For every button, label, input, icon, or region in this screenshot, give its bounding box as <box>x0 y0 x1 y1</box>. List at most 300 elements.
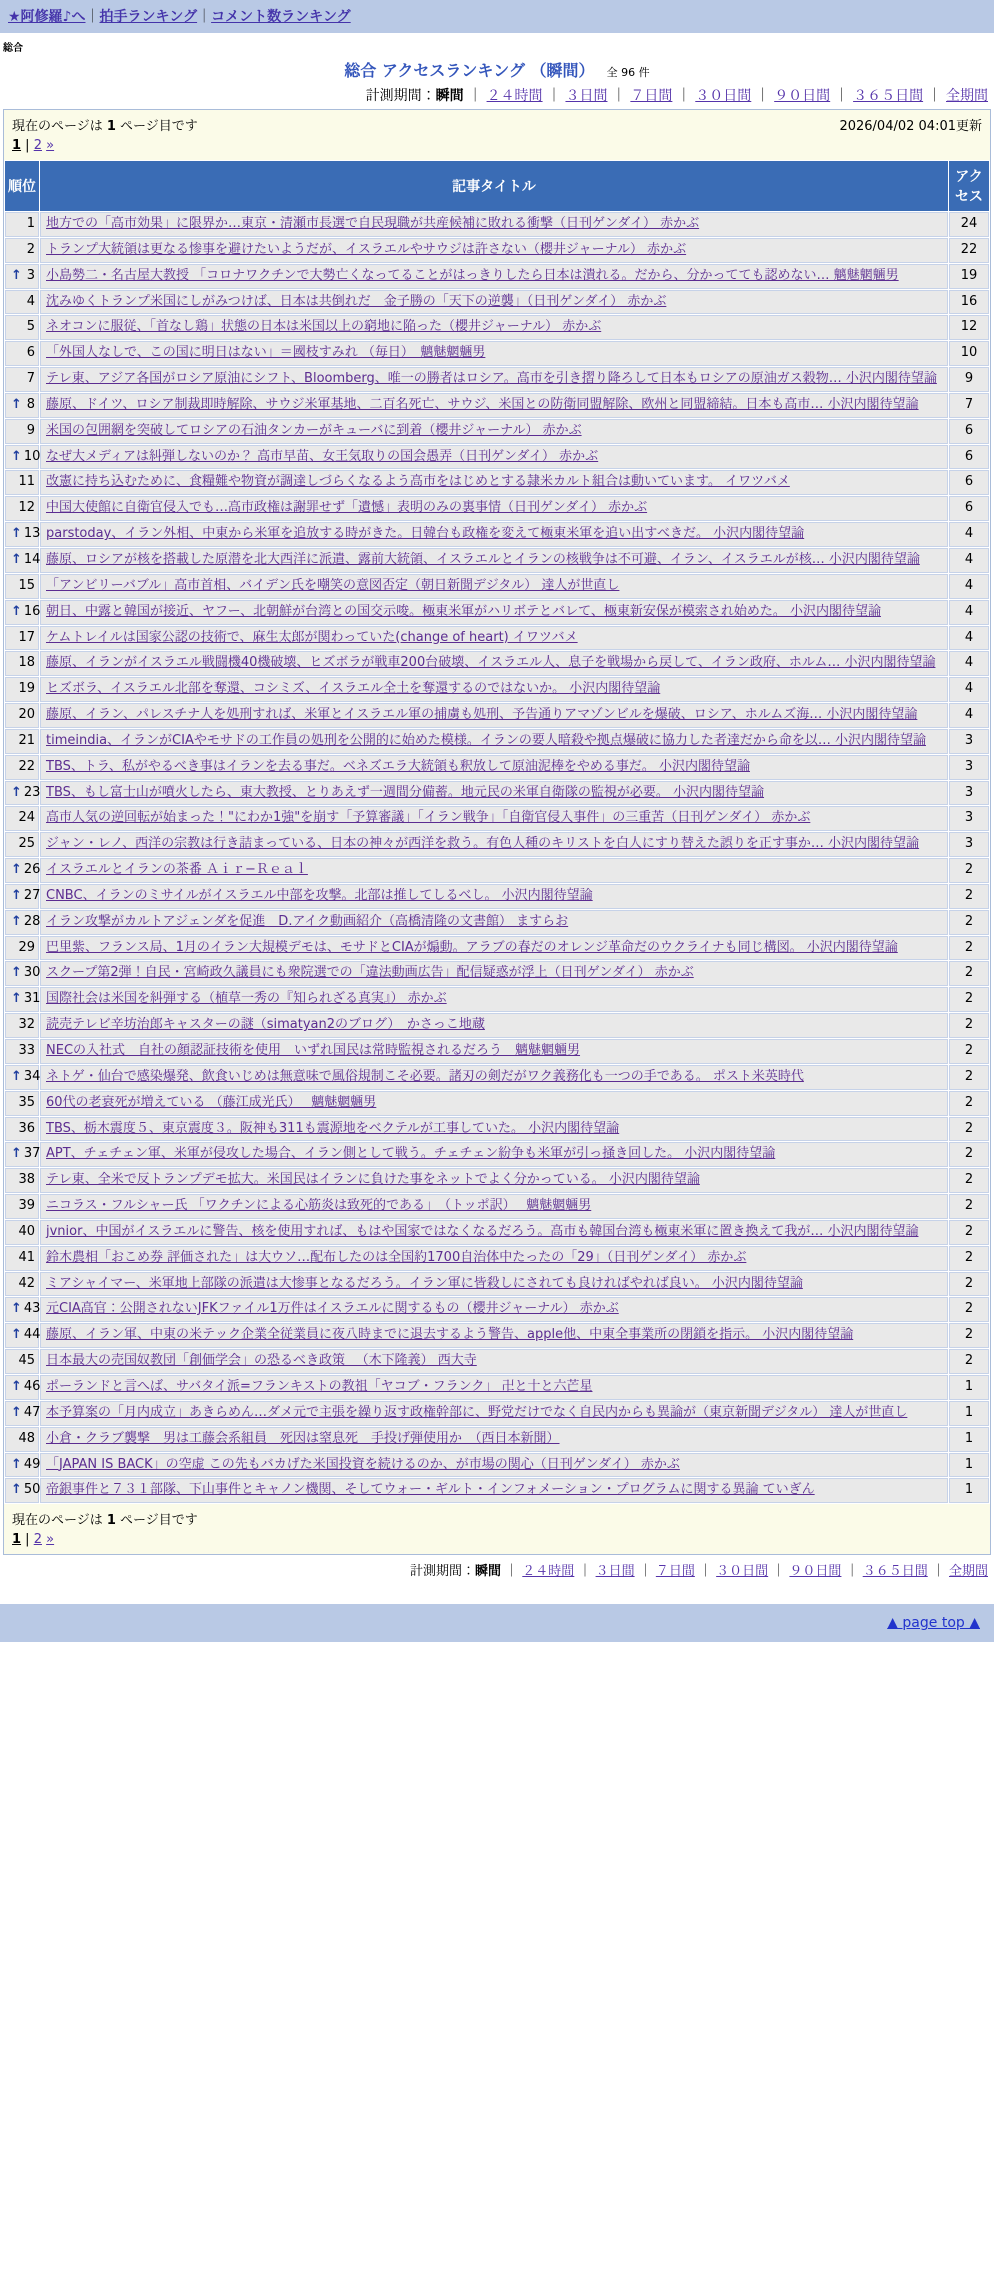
rank-number: 38 <box>18 1172 35 1188</box>
article-link[interactable]: 藤原、イラン、パレスチナ人を処刑すれば、米軍とイスラエル軍の捕虜も処刑、予告通りアマゾンビルを爆破、ロシア、ホルムズ海… 小沢内閣待望論 <box>46 707 918 723</box>
access-count-cell: 2 <box>949 1168 989 1193</box>
rank-number: 37 <box>23 1146 41 1162</box>
table-row <box>5 1349 989 1374</box>
rank-cell <box>5 651 39 676</box>
access-count-cell: 12 <box>949 315 989 340</box>
rank-cell <box>5 1142 39 1167</box>
article-title-cell <box>40 987 948 1012</box>
rank-number: 46 <box>23 1378 41 1394</box>
article-link[interactable]: ジャン・レノ、西洋の宗教は行き詰まっている、日本の神々が西洋を救う。有色人種のキリストを白人にすり替えた誤りを正す事か… 小沢内閣待望論 <box>46 836 920 852</box>
rank-cell <box>5 677 39 702</box>
article-title-cell <box>40 393 948 418</box>
access-count-cell: 1 <box>949 1401 989 1426</box>
article-title-cell <box>40 1117 948 1142</box>
period-selector-bottom: 計測期間：瞬間 ｜ ２４時間 ｜ ３日間 ｜ ７日間 ｜ ３０日間 ｜ ９０日間 ｜ ３６５日間 ｜ 全期間 <box>410 1564 988 1580</box>
nav-link[interactable]: コメント数ランキング <box>211 9 351 25</box>
rank-number: 5 <box>26 319 35 335</box>
article-title-cell <box>40 651 948 676</box>
period-link[interactable]: ２４時間 <box>486 88 543 104</box>
article-title-cell <box>40 1323 948 1348</box>
article-link[interactable]: 沈みゆくトランプ米国にしがみつけば、日本は共倒れだ 金子勝の「天下の逆襲」（日刊ゲンダイ） 赤かぶ <box>46 293 667 309</box>
period-link[interactable]: ３６５日間 <box>862 1564 928 1580</box>
article-title-cell <box>40 806 948 831</box>
article-link[interactable]: ヒズボラ、イスラエル北部を奪還、コシミズ、イスラエル全土を奪還するのではないか。 小沢内閣待望論 <box>46 681 661 697</box>
table-row <box>5 961 989 986</box>
article-link[interactable]: 国際社会は米国を糾弾する（植草一秀の『知られざる真実』） 赤かぶ <box>46 991 447 1007</box>
article-title-cell <box>40 626 948 651</box>
period-link[interactable]: ９０日間 <box>789 1564 842 1580</box>
article-link[interactable]: TBS、もし富士山が噴火したら、東大教授、とりあえず一週間分備蓄。地元民の米軍自衛隊の監視が必要。 小沢内閣待望論 <box>46 784 765 800</box>
access-count-cell: 2 <box>949 1272 989 1297</box>
rank-number: 17 <box>18 629 35 645</box>
rank-number: 44 <box>23 1327 41 1343</box>
rank-number: 41 <box>18 1249 35 1265</box>
access-count-cell: 2 <box>949 961 989 986</box>
table-row <box>5 781 989 806</box>
access-count-cell: 4 <box>949 703 989 728</box>
rank-cell <box>5 1323 39 1348</box>
rank-number: 11 <box>18 474 35 490</box>
rank-number: 3 <box>26 267 35 283</box>
article-title-cell <box>40 212 948 237</box>
article-link[interactable]: 藤原、ドイツ、ロシア制裁即時解除、サウジ米軍基地、二百名死亡、サウジ、米国との防衛同盟解除、欧州と同盟締結。日本も高市… 小沢内閣待望論 <box>46 396 919 412</box>
rank-cell <box>5 212 39 237</box>
access-count-cell: 4 <box>949 548 989 573</box>
rank-number: 39 <box>18 1198 35 1214</box>
table-row <box>5 677 989 702</box>
rank-cell <box>5 574 39 599</box>
period-link[interactable]: ３０日間 <box>695 88 752 104</box>
article-title-cell <box>40 1194 948 1219</box>
article-title-cell <box>40 1349 948 1374</box>
table-row <box>5 1168 989 1193</box>
access-count-cell: 2 <box>949 910 989 935</box>
table-row <box>5 729 989 754</box>
article-link[interactable]: 鈴木農相「おこめ券 評価された」は大ウソ…配布したのは全国約1700自治体中たったの「29」（日刊ゲンダイ） 赤かぶ <box>46 1249 747 1265</box>
rank-number: 6 <box>26 345 35 361</box>
table-row <box>5 1013 989 1038</box>
rank-up-icon: ↑ <box>11 1404 22 1420</box>
article-title-cell <box>40 832 948 857</box>
rank-number: 19 <box>18 681 35 697</box>
rank-cell <box>5 858 39 883</box>
rank-cell <box>5 600 39 625</box>
ranking-box <box>3 109 991 1555</box>
access-count-cell: 3 <box>949 806 989 831</box>
article-link[interactable]: ネトゲ・仙台で感染爆発、飲食いじめは無意味で風俗規制こそ必要。諸刃の剣だがワク義務化も一つの手である。 ポスト米英時代 <box>46 1068 804 1084</box>
rank-number: 9 <box>26 422 35 438</box>
rank-cell <box>5 806 39 831</box>
rank-cell <box>5 1427 39 1452</box>
article-title-cell <box>40 1091 948 1116</box>
rank-number: 10 <box>23 448 41 464</box>
rank-up-icon: ↑ <box>11 396 22 412</box>
article-link[interactable]: parstoday、イラン外相、中東から米軍を追放する時がきた。日韓台も政権を変えて極東米軍を追い出すべきだ。 小沢内閣待望論 <box>46 526 805 542</box>
period-link[interactable]: 全期間 <box>946 88 988 104</box>
rank-cell <box>5 1091 39 1116</box>
table-row <box>5 1401 989 1426</box>
table-header-row <box>5 161 989 211</box>
table-row <box>5 393 989 418</box>
updated-timestamp: 2026/04/02 04:01更新 <box>839 119 982 134</box>
article-title-cell <box>40 1013 948 1038</box>
rank-number: 20 <box>18 707 35 723</box>
article-link[interactable]: 藤原、イラン軍、中東の米テック企業全従業員に夜八時までに退去するよう警告、apple他、中東全事業所の閉鎖を指示。 小沢内閣待望論 <box>46 1327 854 1343</box>
rank-number: 32 <box>18 1017 35 1033</box>
table-row <box>5 651 989 676</box>
access-count-cell: 2 <box>949 987 989 1012</box>
access-count-cell: 2 <box>949 1039 989 1064</box>
access-count-cell: 4 <box>949 574 989 599</box>
table-row <box>5 341 989 366</box>
article-link[interactable]: ミアシャイマー、米軍地上部隊の派遣は大惨事となるだろう。イラン軍に皆殺しにされても良ければやれば良い。 小沢内閣待望論 <box>46 1275 803 1291</box>
article-link[interactable]: 本予算案の「月内成立」あきらめん…ダメ元で主張を繰り返す政権幹部に、野党だけでなく自民内からも異論が（東京新聞デジタル） 達人が世直し <box>46 1404 908 1420</box>
rank-cell <box>5 315 39 340</box>
access-count-cell: 4 <box>949 626 989 651</box>
period-current: 瞬間 <box>475 1564 502 1580</box>
rank-up-icon: ↑ <box>11 603 22 619</box>
rank-up-icon: ↑ <box>11 991 22 1007</box>
rank-cell <box>5 548 39 573</box>
pagination-next-link[interactable]: » <box>46 138 55 153</box>
rank-up-icon: ↑ <box>11 448 22 464</box>
article-link[interactable]: トランプ大統領は更なる惨事を避けたいようだが、イスラエルやサウジは許さない（櫻井ジャーナル） 赤かぶ <box>46 241 687 257</box>
article-link[interactable]: 日本最大の売国奴教団「創価学会」の恐るべき政策 （木下隆義） 西大寺 <box>46 1353 477 1369</box>
article-title-cell <box>40 341 948 366</box>
rank-up-icon: ↑ <box>11 1301 22 1317</box>
article-title-cell <box>40 574 948 599</box>
article-title-cell <box>40 1272 948 1297</box>
rank-cell <box>5 1117 39 1142</box>
rank-cell <box>5 470 39 495</box>
article-title-cell <box>40 367 948 392</box>
access-count-cell: 2 <box>949 884 989 909</box>
article-link[interactable]: NECの入社式 自社の顔認証技術を使用 いずれ国民は常時監視されるだろう 魑魅魍魎男 <box>46 1043 581 1058</box>
access-count-cell: 2 <box>949 1220 989 1245</box>
table-row <box>5 910 989 935</box>
pagination-top: 1 | 2 » <box>12 138 55 153</box>
rank-cell <box>5 290 39 315</box>
article-link[interactable]: テレ東、全米で反トランプデモ拡大。米国民はイランに負けた事をネットでよく分かっている。 小沢内閣待望論 <box>46 1172 700 1188</box>
article-link[interactable]: TBS、トラ、私がやるべき事はイランを去る事だ。ベネズエラ大統領も釈放して原油泥棒をやめる事だ。 小沢内閣待望論 <box>46 758 750 774</box>
rank-number: 45 <box>18 1353 35 1369</box>
article-link[interactable]: イスラエルとイランの茶番 Ａｉｒ−Ｒｅａｌ <box>46 862 308 878</box>
article-link[interactable]: 高市人気の逆回転が始まった！"にわか1強"を崩す「予算審議」「イラン戦争」「自衛官侵入事件」の三重苦（日刊ゲンダイ） 赤かぶ <box>46 810 811 826</box>
rank-number: 30 <box>23 965 41 981</box>
access-count-cell: 19 <box>949 264 989 289</box>
article-link[interactable]: 巴里紫、フランス局、1月のイラン大規模デモは、モサドとCIAが煽動。アラブの春だのオレンジ革命だのウクライナも同じ構図。 小沢内閣待望論 <box>46 939 898 955</box>
access-count-cell: 4 <box>949 651 989 676</box>
access-count-cell: 7 <box>949 393 989 418</box>
title-line <box>0 56 994 82</box>
article-link[interactable]: 読売テレビ辛坊治郎キャスターの謎（simatyan2のブログ） かさっこ地蔵 <box>46 1017 485 1033</box>
period-link[interactable]: ３日間 <box>565 88 608 104</box>
rank-number: 16 <box>23 603 41 619</box>
page-top-link[interactable]: ▲ page top ▲ <box>887 1615 980 1632</box>
article-title-cell <box>40 961 948 986</box>
rank-cell <box>5 729 39 754</box>
rank-cell <box>5 936 39 961</box>
table-row <box>5 212 989 237</box>
article-title-cell <box>40 1246 948 1271</box>
rank-cell <box>5 238 39 263</box>
rank-cell <box>5 1401 39 1426</box>
article-title-cell <box>40 755 948 780</box>
rank-up-icon: ↑ <box>11 887 22 903</box>
rank-cell <box>5 445 39 470</box>
article-title-cell <box>40 1427 948 1452</box>
article-link[interactable]: 元CIA高官：公開されないJFKファイル1万件はイスラエルに関するもの（櫻井ジャーナル） 赤かぶ <box>46 1301 619 1317</box>
article-link[interactable]: 「JAPAN IS BACK」の空虚 この先もバカげた米国投資を続けるのか、が市場の関心（日刊ゲンダイ） 赤かぶ <box>46 1456 680 1472</box>
access-count-cell: 1 <box>949 1453 989 1478</box>
rank-cell <box>5 341 39 366</box>
article-title-cell <box>40 884 948 909</box>
access-count-cell: 2 <box>949 1142 989 1167</box>
article-title-cell <box>40 600 948 625</box>
table-row <box>5 600 989 625</box>
period-link[interactable]: ７日間 <box>655 1564 695 1580</box>
article-link[interactable]: 小倉・クラブ襲撃 男は工藤会系組員 死因は窒息死 手投げ弾使用か （西日本新聞） <box>46 1430 560 1446</box>
article-title-cell <box>40 445 948 470</box>
nav-link[interactable]: ★阿修羅♪へ <box>8 9 86 25</box>
rank-number: 18 <box>18 655 35 671</box>
article-link[interactable]: ニコラス・フルシャー氏 「ワクチンによる心筋炎は致死的である」 （トッポ訳） 魑魅魍魎男 <box>46 1198 592 1214</box>
period-link[interactable]: ２４時間 <box>522 1564 575 1580</box>
rank-cell <box>5 1039 39 1064</box>
rank-cell <box>5 1453 39 1478</box>
article-link[interactable]: ポーランドと言へば、サバタイ派=フランキストの教祖「ヤコブ・フランク」 卍と十と六芒星 <box>46 1378 593 1394</box>
nav-separator: ｜ <box>197 9 212 25</box>
rank-number: 14 <box>23 551 41 567</box>
article-title-cell <box>40 496 948 521</box>
article-title-cell <box>40 419 948 444</box>
access-count-cell: 2 <box>949 1246 989 1271</box>
rank-number: 35 <box>18 1094 35 1110</box>
rank-cell <box>5 1220 39 1245</box>
article-title-cell <box>40 1168 948 1193</box>
access-count-cell: 2 <box>949 1013 989 1038</box>
access-count-cell: 3 <box>949 781 989 806</box>
rank-up-icon: ↑ <box>11 1378 22 1394</box>
article-link[interactable]: 60代の老衰死が増えている （藤江成光氏） 魑魅魍魎男 <box>46 1094 377 1110</box>
section-label: 総合 <box>3 43 23 54</box>
page-top-bar <box>0 1604 994 1642</box>
article-link[interactable]: 「アンビリーバブル」高市首相、バイデン氏を嘲笑の意図否定（朝日新聞デジタル） 達人が世直し <box>46 577 620 593</box>
article-link[interactable]: 地方での「高市効果」に限界か…東京・清瀬市長選で自民現職が共産候補に敗れる衝撃（日刊ゲンダイ） 赤かぶ <box>46 216 700 231</box>
bottom-whitespace <box>0 1642 994 1732</box>
rank-cell <box>5 832 39 857</box>
access-count-cell: 2 <box>949 1349 989 1374</box>
rank-number: 29 <box>18 939 35 955</box>
table-row <box>5 1375 989 1400</box>
period-link[interactable]: ７日間 <box>630 88 673 104</box>
nav-separator: ｜ <box>85 9 100 25</box>
article-title-cell <box>40 290 948 315</box>
article-link[interactable]: ネオコンに服従、「首なし鶏」状態の日本は米国以上の窮地に陥った（櫻井ジャーナル） 赤かぶ <box>46 319 602 335</box>
rank-cell <box>5 522 39 547</box>
rank-number: 36 <box>18 1120 35 1136</box>
article-link[interactable]: 藤原、ロシアが核を搭載した原潜を北大西洋に派遣、露前大統領、イスラエルとイランの核戦争は不可避、イラン、イスラエルが核… 小沢内閣待望論 <box>46 551 920 567</box>
rank-number: 23 <box>23 784 41 800</box>
rank-cell <box>5 496 39 521</box>
rank-number: 4 <box>26 293 35 309</box>
article-title-cell <box>40 470 948 495</box>
rank-number: 42 <box>18 1275 35 1291</box>
article-title-cell <box>40 522 948 547</box>
table-row <box>5 470 989 495</box>
column-header-title: 記事タイトル <box>40 161 948 211</box>
article-title-cell <box>40 1478 948 1503</box>
article-title-cell <box>40 1142 948 1167</box>
table-row <box>5 1323 989 1348</box>
article-link[interactable]: 改憲に持ち込むために、食糧難や物資が調達しづらくなるよう高市をはじめとする隷米カルト組合は動いています。 イワツバメ <box>46 474 790 490</box>
table-row <box>5 832 989 857</box>
access-count-cell: 6 <box>949 470 989 495</box>
nav-link[interactable]: 拍手ランキング <box>99 9 198 25</box>
table-row <box>5 1453 989 1478</box>
rank-up-icon: ↑ <box>11 1146 22 1162</box>
article-link[interactable]: jvnior、中国がイスラエルに警告、核を使用すれば、もはや国家ではなくなるだろう。高市も韓国台湾も極東米軍に置き換えて我が… 小沢内閣待望論 <box>46 1223 919 1239</box>
access-count-cell: 3 <box>949 755 989 780</box>
rank-cell <box>5 367 39 392</box>
access-count-cell: 2 <box>949 858 989 883</box>
article-link[interactable]: 朝日、中露と韓国が接近、ヤフー、北朝鮮が台湾との国交示唆。極東米軍がハリボテとバレて、極東新安保が模索され始めた。 小沢内閣待望論 <box>46 603 881 619</box>
table-row <box>5 806 989 831</box>
rank-cell <box>5 1065 39 1090</box>
rank-cell <box>5 1013 39 1038</box>
rank-number: 28 <box>23 913 41 929</box>
article-title-cell <box>40 677 948 702</box>
access-count-cell: 2 <box>949 936 989 961</box>
column-header-access: アクセス <box>949 161 989 211</box>
rank-number: 22 <box>18 758 35 774</box>
access-count-cell: 2 <box>949 1323 989 1348</box>
rank-number: 34 <box>23 1068 41 1084</box>
page-title: 総合 アクセスランキング （瞬間） <box>344 61 595 80</box>
page-info-top: 現在のページは 1 ページ目です <box>12 119 198 134</box>
article-title-cell <box>40 936 948 961</box>
pagination-page-link[interactable]: 2 <box>33 1532 42 1548</box>
rank-number: 24 <box>18 810 35 826</box>
access-count-cell: 6 <box>949 445 989 470</box>
article-title-cell <box>40 1401 948 1426</box>
article-link[interactable]: 中国大使館に自衛官侵入でも…高市政権は謝罪せず「遺憾」表明のみの裏事情（日刊ゲンダイ） 赤かぶ <box>46 500 648 516</box>
article-link[interactable]: 小島勢二・名古屋大教授 「コロナワクチンで大勢亡くなってることがはっきりしたら日本は潰れる。だから、分かってても認めない… 魑魅魍魎男 <box>46 267 899 283</box>
rank-cell <box>5 884 39 909</box>
table-row <box>5 1142 989 1167</box>
article-link[interactable]: 帝銀事件と７３１部隊、下山事件とキャノン機関、そしてウォー・ギルト・インフォメーション・プログラムに関する異論 ていぎん <box>46 1482 815 1498</box>
table-row <box>5 496 989 521</box>
access-count-cell: 16 <box>949 290 989 315</box>
period-label: 計測期間： <box>365 88 436 104</box>
article-link[interactable]: 米国の包囲網を突破してロシアの石油タンカーがキューバに到着（櫻井ジャーナル） 赤かぶ <box>46 422 582 438</box>
article-link[interactable]: ケムトレイルは国家公認の技術で、麻生太郎が関わっていた(change of heart) イワツバメ <box>46 629 578 645</box>
pagination-next-link[interactable]: » <box>46 1532 55 1548</box>
rank-up-icon: ↑ <box>11 1068 22 1084</box>
rank-cell <box>5 1246 39 1271</box>
rank-number: 12 <box>18 500 35 516</box>
pagination-current-page: 1 <box>12 138 22 153</box>
period-current: 瞬間 <box>435 88 464 104</box>
period-selector-top: 計測期間：瞬間 ｜ ２４時間 ｜ ３日間 ｜ ７日間 ｜ ３０日間 ｜ ９０日間 ｜ ３６５日間 ｜ 全期間 <box>365 88 988 104</box>
article-title-cell <box>40 1453 948 1478</box>
rank-number: 43 <box>23 1301 41 1317</box>
article-link[interactable]: スクープ第2弾！自民・宮崎政久議員にも衆院選での「違法動画広告」配信疑惑が浮上（日刊ゲンダイ） 赤かぶ <box>46 965 694 981</box>
period-link[interactable]: ３日間 <box>595 1564 635 1580</box>
table-row <box>5 1297 989 1322</box>
rank-cell <box>5 1478 39 1503</box>
article-link[interactable]: TBS、栃木震度５、東京震度３。阪神も311も震源地をベクテルが工事していた。 小沢内閣待望論 <box>46 1120 620 1136</box>
table-row <box>5 1478 989 1503</box>
access-count-cell: 4 <box>949 600 989 625</box>
article-link[interactable]: なぜ大メディアは糾弾しないのか？ 高市早苗、女王気取りの国会愚弄（日刊ゲンダイ） 赤かぶ <box>46 448 599 464</box>
article-title-cell <box>40 264 948 289</box>
article-link[interactable]: 藤原、イランがイスラエル戦闘機40機破壊、ヒズボラが戦車200台破壊、イスラエル人、息子を戦場から戻して、イラン政府、ホルム… 小沢内閣待望論 <box>46 655 936 671</box>
table-row <box>5 703 989 728</box>
article-title-cell <box>40 858 948 883</box>
rank-up-icon: ↑ <box>11 965 22 981</box>
article-link[interactable]: 「外国人なしで、この国に明日はない」＝國枝すみれ （毎日） 魑魅魍魎男 <box>46 345 486 361</box>
top-nav-bar <box>0 0 994 33</box>
access-count-cell: 1 <box>949 1427 989 1452</box>
rank-cell <box>5 1297 39 1322</box>
rank-number: 8 <box>26 396 35 412</box>
period-link[interactable]: ９０日間 <box>774 88 831 104</box>
article-link[interactable]: CNBC、イランのミサイルがイスラエル中部を攻撃。北部は推してしるべし。 小沢内閣待望論 <box>46 887 593 903</box>
table-row <box>5 548 989 573</box>
column-header-rank: 順位 <box>5 161 39 211</box>
article-link[interactable]: テレ東、アジア各国がロシア原油にシフト、Bloomberg、唯一の勝者はロシア。高市を引き摺り降ろして日本もロシアの原油ガス穀物… 小沢内閣待望論 <box>46 371 937 387</box>
rank-number: 1 <box>26 216 35 231</box>
table-row <box>5 264 989 289</box>
period-link[interactable]: ３０日間 <box>716 1564 769 1580</box>
rank-number: 48 <box>18 1430 35 1446</box>
rank-up-icon: ↑ <box>11 862 22 878</box>
table-row <box>5 936 989 961</box>
article-link[interactable]: イラン攻撃がカルトアジェンダを促進 D.アイク動画紹介（高橋清隆の文書館） ますらお <box>46 913 569 929</box>
article-link[interactable]: APT、チェチェン軍、米軍が侵攻した場合、イラン側として戦う。チェチェン紛争も米軍が引っ掻き回した。 小沢内閣待望論 <box>46 1146 776 1162</box>
article-title-cell <box>40 1065 948 1090</box>
rank-cell <box>5 987 39 1012</box>
total-count: 全 96 件 <box>606 66 650 79</box>
rank-cell <box>5 961 39 986</box>
rank-number: 13 <box>23 526 41 542</box>
rank-up-icon: ↑ <box>11 526 22 542</box>
access-count-cell: 4 <box>949 677 989 702</box>
access-count-cell: 9 <box>949 367 989 392</box>
rank-number: 26 <box>23 862 41 878</box>
current-page-number: 1 <box>106 1513 116 1529</box>
table-row <box>5 1427 989 1452</box>
table-row <box>5 367 989 392</box>
article-link[interactable]: timeindia、イランがCIAやモサドの工作員の処刑を公開的に始めた模様。イランの要人暗殺や拠点爆破に協力した者達だから命を以… 小沢内閣待望論 <box>46 732 926 748</box>
table-row <box>5 1220 989 1245</box>
access-count-cell: 1 <box>949 1375 989 1400</box>
table-row <box>5 884 989 909</box>
rank-number: 2 <box>26 241 35 257</box>
period-link[interactable]: ３６５日間 <box>853 88 924 104</box>
access-count-cell: 1 <box>949 1478 989 1503</box>
rank-number: 27 <box>23 887 41 903</box>
ranking-table <box>4 160 990 1504</box>
pagination-page-link[interactable]: 2 <box>33 138 42 153</box>
rank-number: 49 <box>23 1456 41 1472</box>
table-row <box>5 1272 989 1297</box>
period-link[interactable]: 全期間 <box>948 1564 988 1580</box>
access-count-cell: 3 <box>949 729 989 754</box>
rank-up-icon: ↑ <box>11 551 22 567</box>
rank-cell <box>5 781 39 806</box>
